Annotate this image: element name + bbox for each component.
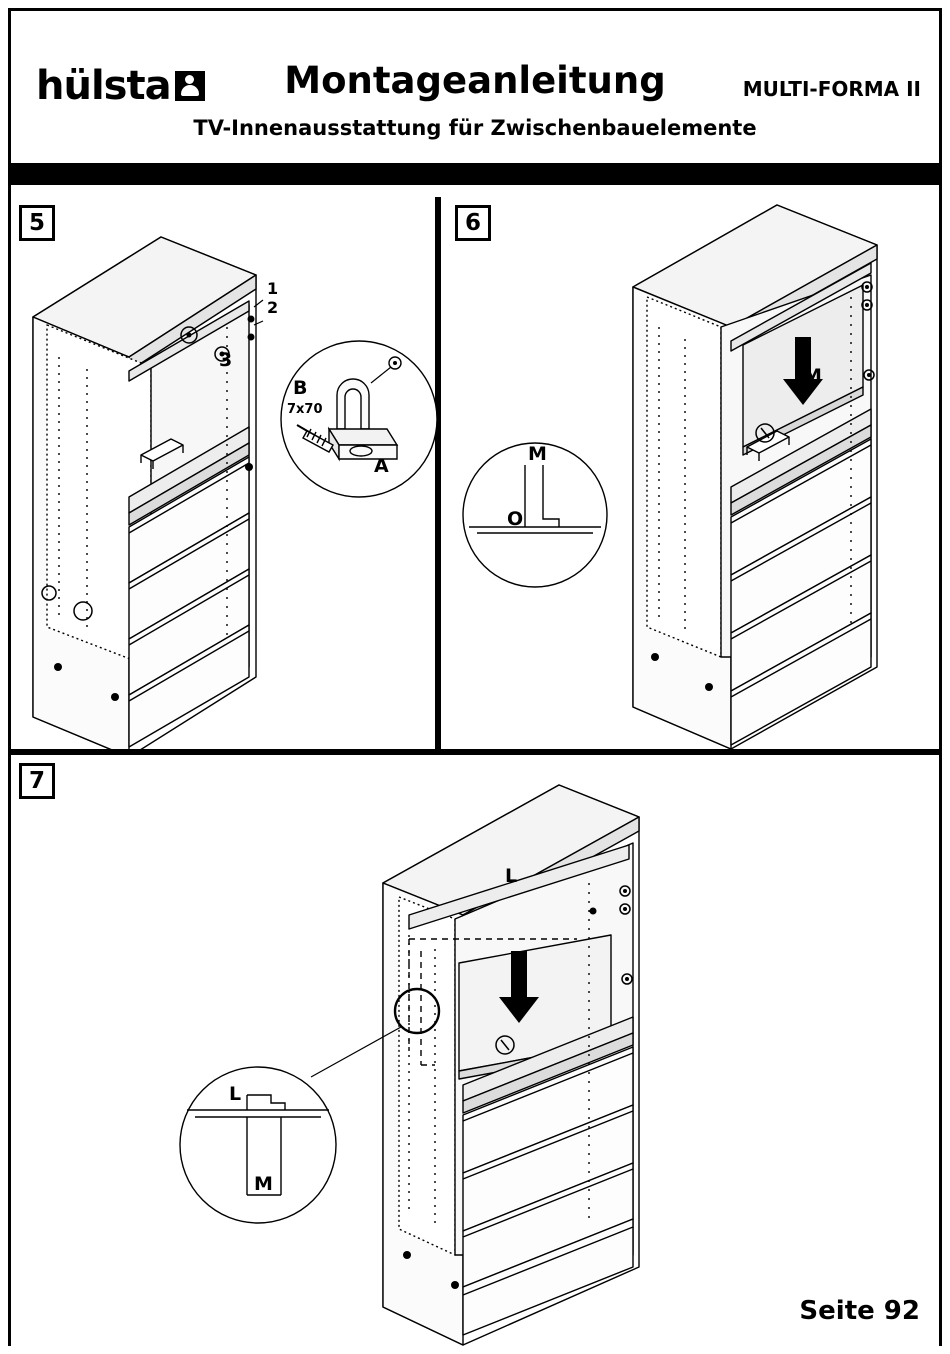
step-6-illustration: [447, 197, 939, 749]
detail-label-m: M: [254, 1173, 273, 1195]
part-label-m: M: [803, 365, 822, 387]
step-panel-5: [11, 197, 441, 749]
page-number: Seite 92: [799, 1296, 920, 1326]
step-number-7: 7: [19, 763, 55, 799]
part-label-b: B: [293, 377, 308, 399]
callout-1: 1: [267, 279, 279, 298]
header-divider: [11, 163, 939, 185]
detail-label-o: O: [507, 508, 524, 530]
detail-label-l: L: [229, 1083, 242, 1105]
step-7-illustration: [11, 755, 939, 1346]
step-number-5: 5: [19, 205, 55, 241]
step-number-6: 6: [455, 205, 491, 241]
part-label-l: L: [505, 865, 518, 887]
callout-3: 3: [219, 349, 233, 371]
step-panel-6: [447, 197, 939, 749]
part-b-size: 7x70: [287, 402, 323, 417]
detail-label-m: M: [528, 443, 547, 465]
page-title: Montageanleitung: [284, 59, 666, 102]
brand-name: hülsta: [36, 63, 171, 109]
page-header: [11, 11, 939, 163]
part-label-a: A: [374, 455, 389, 477]
series-name: MULTI-FORMA II: [742, 77, 921, 101]
callout-2: 2: [267, 298, 279, 317]
page-subtitle: TV-Innenausstattung für Zwischenbauelemente: [193, 116, 757, 140]
step-panel-7: [11, 755, 939, 1346]
